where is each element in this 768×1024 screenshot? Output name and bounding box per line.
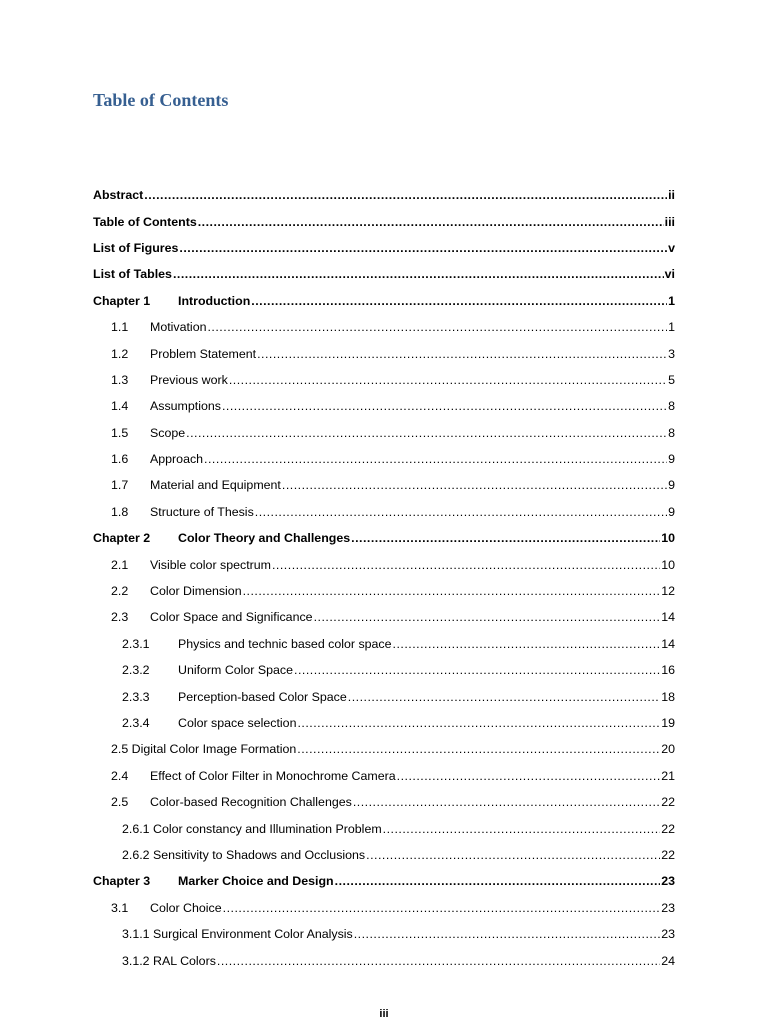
toc-entry[interactable] xyxy=(93,499,675,525)
toc-entry-page: vi xyxy=(664,267,675,282)
toc-entry-page: 9 xyxy=(668,452,675,467)
toc-entry[interactable] xyxy=(93,182,675,208)
toc-entry-number: 2.3.2 xyxy=(122,663,150,678)
toc-entry-label: 2.6.2 Sensitivity to Shadows and Occlusions xyxy=(122,847,366,862)
toc-entry[interactable] xyxy=(93,235,675,261)
toc-entry-label: Table of Contents xyxy=(93,214,197,229)
toc-entry-page: 1 xyxy=(668,293,675,308)
toc-entry[interactable] xyxy=(93,947,675,973)
toc-entry[interactable] xyxy=(93,261,675,287)
toc-entry-page: 23 xyxy=(661,874,675,889)
toc-entry-number: 2.3.1 xyxy=(122,636,150,651)
toc-entry-page: 8 xyxy=(668,425,675,440)
toc-entry-page: 24 xyxy=(661,953,675,968)
toc-entry[interactable] xyxy=(93,604,675,630)
toc-dot-leader xyxy=(297,742,660,756)
toc-dot-leader xyxy=(294,663,660,677)
toc-entry-label: Problem Statement xyxy=(150,346,257,361)
toc-dot-leader xyxy=(186,426,667,440)
toc-entry[interactable] xyxy=(93,683,675,709)
toc-entry-page: 10 xyxy=(661,557,675,572)
toc-entry-label: 2.6.1 Color constancy and Illumination Problem xyxy=(122,821,382,836)
toc-entry-label: Color space selection xyxy=(178,716,297,730)
toc-entry-number: 1.7 xyxy=(111,478,129,493)
toc-dot-leader xyxy=(354,927,660,941)
toc-entry-label: Introduction xyxy=(178,293,251,308)
toc-dot-leader xyxy=(243,584,661,598)
toc-entry-number: 2.3.3 xyxy=(122,689,150,704)
toc-entry-page: 9 xyxy=(668,478,675,493)
toc-dot-leader xyxy=(204,452,667,466)
toc-entry-label: Abstract xyxy=(93,188,144,203)
toc-entry[interactable] xyxy=(93,815,675,841)
toc-entry-page: 19 xyxy=(661,716,675,730)
toc-entry-label: Color-based Recognition Challenges xyxy=(150,795,352,810)
toc-entry-number: Chapter 1 xyxy=(93,293,151,308)
toc-entry-page: 23 xyxy=(661,927,675,942)
toc-dot-leader xyxy=(207,320,667,334)
toc-entry-page: 14 xyxy=(661,636,675,651)
toc-dot-leader xyxy=(222,399,667,413)
toc-entry[interactable] xyxy=(93,631,675,657)
toc-entry-page: ii xyxy=(668,188,675,203)
toc-entry-label: Uniform Color Space xyxy=(178,663,294,678)
toc-entry[interactable] xyxy=(93,208,675,234)
toc-dot-leader xyxy=(257,347,667,361)
toc-entry-number: 2.3 xyxy=(111,610,129,625)
toc-entry-page: 20 xyxy=(661,742,675,757)
toc-entry[interactable] xyxy=(93,763,675,789)
page-number: iii xyxy=(379,1008,389,1020)
toc-entry[interactable] xyxy=(93,789,675,815)
toc-entry-page: 21 xyxy=(661,768,675,783)
toc-entry[interactable] xyxy=(93,340,675,366)
toc-entry[interactable] xyxy=(93,288,675,314)
toc-entry-number: 2.4 xyxy=(111,768,129,783)
toc-entry-number: 2.3.4 xyxy=(122,716,150,730)
toc-entry-label: Effect of Color Filter in Monochrome Camera xyxy=(150,768,396,783)
toc-dot-leader xyxy=(335,874,661,888)
toc-entry-page: 18 xyxy=(661,689,675,704)
page-title: Table of Contents xyxy=(93,90,229,110)
toc-entry-page: v xyxy=(668,240,675,255)
toc-entry[interactable] xyxy=(93,578,675,604)
toc-entry-label: Color Choice xyxy=(150,900,222,915)
toc-entry-label: 3.1.2 RAL Colors xyxy=(122,953,216,968)
toc-entry-label: Color Space and Significance xyxy=(150,610,313,625)
toc-entry-number: 1.8 xyxy=(111,504,129,519)
toc-entry-page: 22 xyxy=(661,821,675,836)
toc-entry-page: 5 xyxy=(668,372,675,387)
toc-entry-label: 3.1.1 Surgical Environment Color Analysis xyxy=(122,927,353,942)
toc-entry-number: 3.1 xyxy=(111,900,129,915)
toc-entry[interactable] xyxy=(93,525,675,551)
toc-dot-leader xyxy=(351,531,660,545)
toc-entry-label: Visible color spectrum xyxy=(150,557,271,572)
toc-dot-leader xyxy=(397,769,661,783)
toc-dot-leader xyxy=(251,294,667,308)
toc-dot-leader xyxy=(144,188,667,202)
toc-entry[interactable] xyxy=(93,472,675,498)
toc-dot-leader xyxy=(393,637,661,651)
toc-dot-leader xyxy=(282,478,667,492)
toc-entry[interactable] xyxy=(93,921,675,947)
toc-entry[interactable] xyxy=(93,551,675,577)
toc-entry-number: 1.1 xyxy=(111,320,129,335)
toc-entry[interactable] xyxy=(93,895,675,921)
toc-entry[interactable] xyxy=(93,736,675,762)
toc-entry[interactable] xyxy=(93,842,675,868)
toc-entry-label: Material and Equipment xyxy=(150,478,281,493)
toc-dot-leader xyxy=(173,267,664,281)
toc-entry-page: 16 xyxy=(661,663,675,678)
toc-entry-label: Approach xyxy=(150,452,204,467)
toc-entry[interactable] xyxy=(93,868,675,894)
toc-entry-page: 1 xyxy=(668,320,675,335)
toc-dot-leader xyxy=(366,848,660,862)
toc-dot-leader xyxy=(297,716,660,730)
toc-entry-number: Chapter 2 xyxy=(93,531,151,546)
toc-dot-leader xyxy=(223,901,661,915)
toc-entry-page: 3 xyxy=(668,346,675,361)
toc-entry-label: Physics and technic based color space xyxy=(178,636,392,651)
toc-entry-label: Structure of Thesis xyxy=(150,504,254,519)
toc-dot-leader xyxy=(272,558,660,572)
toc-dot-leader xyxy=(348,690,660,704)
toc-dot-leader xyxy=(179,241,667,255)
toc-entry-number: 2.5 xyxy=(111,795,129,810)
toc-entry-number: 1.2 xyxy=(111,346,129,361)
toc-entry[interactable] xyxy=(93,393,675,419)
toc-entry-page: iii xyxy=(664,214,675,229)
toc-entry-number: 2.1 xyxy=(111,557,129,572)
toc-entry-number: 1.3 xyxy=(111,372,129,387)
toc-entry-page: 8 xyxy=(668,399,675,414)
toc-entry-label: Assumptions xyxy=(150,399,221,414)
toc-entry[interactable] xyxy=(93,420,675,446)
toc-entry[interactable] xyxy=(93,314,675,340)
toc-entry[interactable] xyxy=(93,710,675,736)
toc-entry[interactable] xyxy=(93,446,675,472)
toc-entry-page: 9 xyxy=(668,504,675,519)
toc-entry-number: Chapter 3 xyxy=(93,874,151,889)
toc-dot-leader xyxy=(198,215,664,229)
toc-entry[interactable] xyxy=(93,657,675,683)
toc-entry-label: Motivation xyxy=(150,320,207,335)
toc-entry[interactable] xyxy=(93,367,675,393)
toc-entry-number: 1.4 xyxy=(111,399,129,414)
toc-entry-number: 1.6 xyxy=(111,452,129,467)
toc-entry-page: 12 xyxy=(661,584,675,599)
toc-dot-leader xyxy=(383,822,661,836)
toc-dot-leader xyxy=(255,505,667,519)
toc-entry-label: Perception-based Color Space xyxy=(178,689,347,704)
toc-entry-page: 14 xyxy=(661,610,675,625)
toc-dot-leader xyxy=(314,610,661,624)
table-of-contents xyxy=(93,182,675,974)
toc-dot-leader xyxy=(217,954,660,968)
toc-dot-leader xyxy=(229,373,667,387)
toc-entry-label: Scope xyxy=(150,425,186,440)
toc-entry-label: Previous work xyxy=(150,372,228,387)
toc-entry-page: 23 xyxy=(661,900,675,915)
toc-entry-label: Color Theory and Challenges xyxy=(178,531,351,546)
toc-entry-label: List of Tables xyxy=(93,267,172,282)
toc-dot-leader xyxy=(353,795,660,809)
toc-entry-label: List of Figures xyxy=(93,240,179,255)
toc-entry-number: 2.2 xyxy=(111,584,129,599)
toc-entry-number: 1.5 xyxy=(111,425,129,440)
toc-entry-label: Color Dimension xyxy=(150,584,242,599)
toc-entry-label: Marker Choice and Design xyxy=(178,874,334,889)
toc-entry-page: 10 xyxy=(661,531,675,546)
toc-entry-page: 22 xyxy=(661,795,675,810)
toc-entry-label: 2.5 Digital Color Image Formation xyxy=(111,742,297,757)
toc-entry-page: 22 xyxy=(661,847,675,862)
